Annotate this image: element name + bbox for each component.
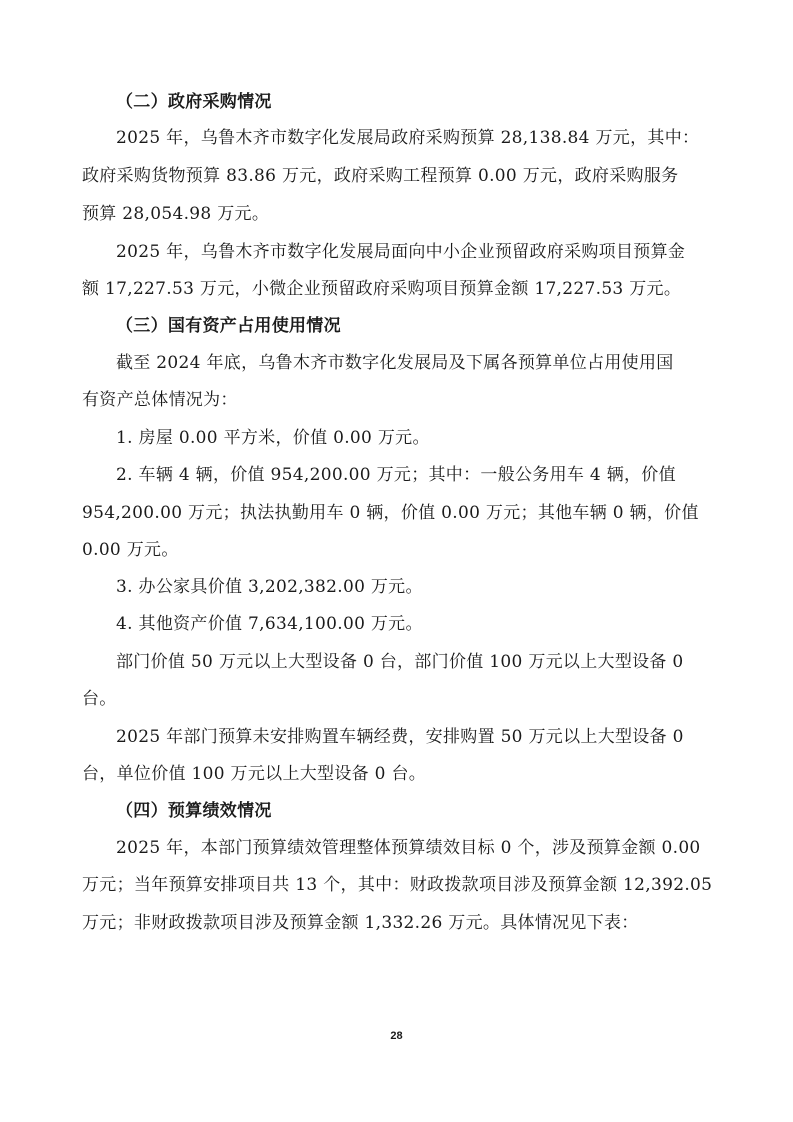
asset-item-2-line: 2. 车辆 4 辆，价值 954,200.00 万元；其中：一般公务用车 4 辆，价值 [116,465,676,485]
paragraph-line: 2025 年，乌鲁木齐市数字化发展局面向中小企业预留政府采购项目预算金 [116,242,686,262]
asset-item-4: 4. 其他资产价值 7,634,100.00 万元。 [116,614,423,634]
paragraph-line: 政府采购货物预算 83.86 万元，政府采购工程预算 0.00 万元，政府采购服务 [82,166,679,186]
asset-item-1: 1. 房屋 0.00 平方米，价值 0.00 万元。 [116,428,430,448]
paragraph-line: 部门价值 50 万元以上大型设备 0 台，部门价值 100 万元以上大型设备 0 [116,652,684,672]
paragraph-line: 万元；非财政拨款项目涉及预算金额 1,332.26 万元。具体情况见下表： [82,913,639,933]
paragraph-line: 额 17,227.53 万元，小微企业预留政府采购项目预算金额 17,227.53 万元。 [82,279,682,299]
paragraph-line: 预算 28,054.98 万元。 [82,204,270,224]
asset-item-2-line: 954,200.00 万元；执法执勤用车 0 辆，价值 0.00 万元；其他车辆 0 辆，价值 [82,503,699,523]
paragraph-line: 台。 [82,689,117,709]
section-heading-assets: （三）国有资产占用使用情况 [116,316,341,336]
page-number: 28 [390,1030,403,1042]
paragraph-line: 2025 年，本部门预算绩效管理整体预算绩效目标 0 个，涉及预算金额 0.00 [116,838,701,858]
paragraph-line: 有资产总体情况为： [82,390,238,410]
paragraph-line: 2025 年，乌鲁木齐市数字化发展局政府采购预算 28,138.84 万元，其中： [116,128,700,148]
paragraph-line: 2025 年部门预算未安排购置车辆经费，安排购置 50 万元以上大型设备 0 [116,727,684,747]
asset-item-2-line: 0.00 万元。 [82,540,179,560]
paragraph-line: 截至 2024 年底，乌鲁木齐市数字化发展局及下属各预算单位占用使用国 [116,353,674,373]
section-heading-performance: （四）预算绩效情况 [116,801,272,821]
asset-item-3: 3. 办公家具价值 3,202,382.00 万元。 [116,577,423,597]
paragraph-line: 台，单位价值 100 万元以上大型设备 0 台。 [82,764,427,784]
section-heading-procurement: （二）政府采购情况 [116,92,272,112]
paragraph-line: 万元；当年预算安排项目共 13 个，其中：财政拨款项目涉及预算金额 12,392.05 [82,875,713,895]
